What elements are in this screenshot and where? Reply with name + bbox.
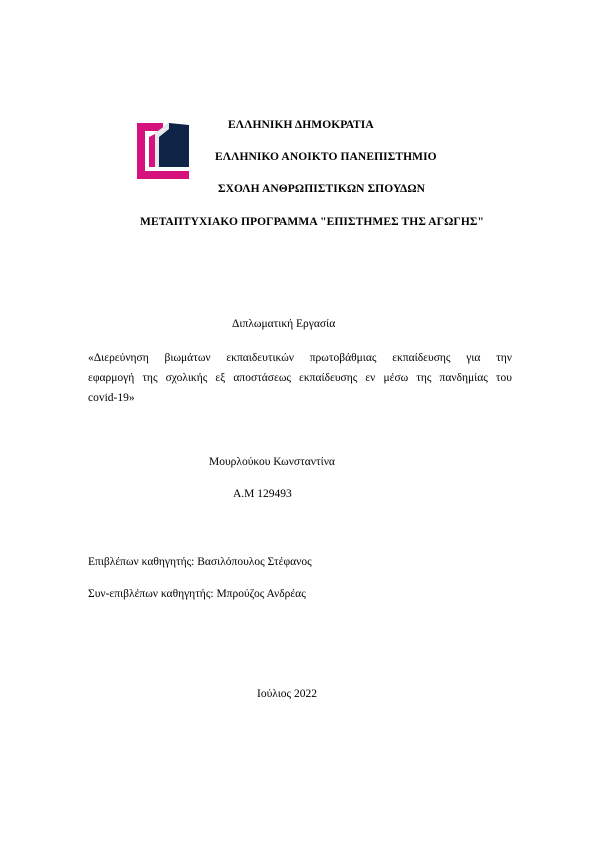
- document-type: Διπλωματική Εργασία: [232, 318, 336, 330]
- header-republic: ΕΛΛΗΝΙΚΗ ΔΗΜΟΚΡΑΤΙΑ: [228, 119, 374, 131]
- supervisor: Επιβλέπων καθηγητής: Βασιλόπουλος Στέφανος: [88, 556, 312, 568]
- submission-date: Ιούλιος 2022: [257, 688, 317, 700]
- thesis-title-line: «Διερεύνηση βιωμάτων εκπαιδευτικών πρωτοβάθμιας εκπαίδευσης για την: [88, 352, 512, 364]
- header-program: ΜΕΤΑΠΤΥΧΙΑΚΟ ΠΡΟΓΡΑΜΜΑ "ΕΠΙΣΤΗΜΕΣ ΤΗΣ ΑΓΩΓΗΣ": [140, 216, 484, 228]
- co-supervisor: Συν-επιβλέπων καθηγητής: Μπρούζος Ανδρέας: [88, 588, 306, 600]
- thesis-title-line: εφαρμογή της σχολικής εξ αποστάσεως εκπαίδευσης εν μέσω της πανδημίας του: [88, 372, 512, 384]
- header-school: ΣΧΟΛΗ ΑΝΘΡΩΠΙΣΤΙΚΩΝ ΣΠΟΥΔΩΝ: [218, 183, 426, 195]
- registration-number: Α.Μ 129493: [233, 488, 292, 500]
- author-name: Μουρλούκου Κωνσταντίνα: [209, 456, 335, 468]
- university-logo-icon: [137, 121, 192, 179]
- header-university: ΕΛΛΗΝΙΚΟ ΑΝΟΙΚΤΟ ΠΑΝΕΠΙΣΤΗΜΙΟ: [215, 151, 437, 163]
- thesis-title: [88, 348, 512, 408]
- thesis-title-line: covid-19»: [88, 392, 135, 404]
